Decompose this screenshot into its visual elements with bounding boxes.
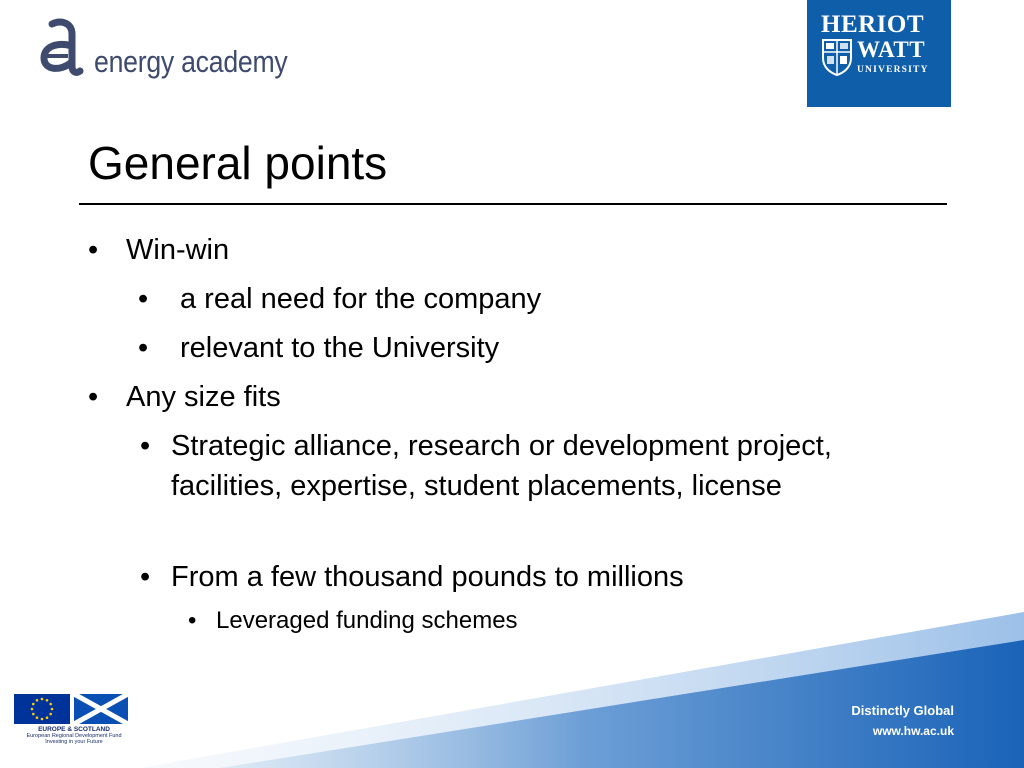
heriot-watt-logo xyxy=(807,0,951,107)
eu-flag-icon xyxy=(14,694,70,724)
energy-academy-mark-icon xyxy=(38,16,88,78)
slide-title: General points xyxy=(88,137,388,189)
bullet-text: Win-win xyxy=(126,234,230,266)
bullet-text: Strategic alliance, research or development project, facilities, expertise, student placements, license xyxy=(171,430,832,502)
bullet-marker: • xyxy=(140,561,151,593)
hw-watt-text: WATT xyxy=(857,37,926,62)
hw-heriot-text: HERIOT xyxy=(821,11,925,38)
eu-caption-line3: Investing in your Future xyxy=(45,738,103,745)
eu-scotland-logo xyxy=(14,694,132,754)
footer-url: www.hw.ac.uk xyxy=(872,724,954,738)
bullet-marker: • xyxy=(188,607,197,634)
bullet-marker: • xyxy=(138,283,149,315)
energy-academy-logo xyxy=(38,16,298,80)
bullet-marker: • xyxy=(88,234,99,266)
crest-icon xyxy=(821,38,853,76)
title-divider xyxy=(79,203,947,205)
footer-slogan: Distinctly Global xyxy=(851,703,954,718)
bullet-text: a real need for the company xyxy=(180,283,542,315)
hw-university-text: UNIVERSITY xyxy=(857,65,929,75)
bullet-text: relevant to the University xyxy=(180,332,500,364)
eu-caption-line1: EUROPE & SCOTLAND xyxy=(38,726,110,733)
bullet-marker: • xyxy=(138,332,149,364)
scotland-flag-icon xyxy=(74,694,128,724)
energy-academy-text: energy academy xyxy=(94,44,288,79)
eu-caption-line2: European Regional Development Fund xyxy=(26,732,122,739)
bullet-text: From a few thousand pounds to millions xyxy=(171,561,684,593)
bullet-marker: • xyxy=(88,381,99,413)
bullet-marker: • xyxy=(140,430,151,462)
eu-caption xyxy=(14,727,134,745)
bullet-text: Any size fits xyxy=(126,381,281,413)
bullet-text: Leveraged funding schemes xyxy=(216,607,518,634)
